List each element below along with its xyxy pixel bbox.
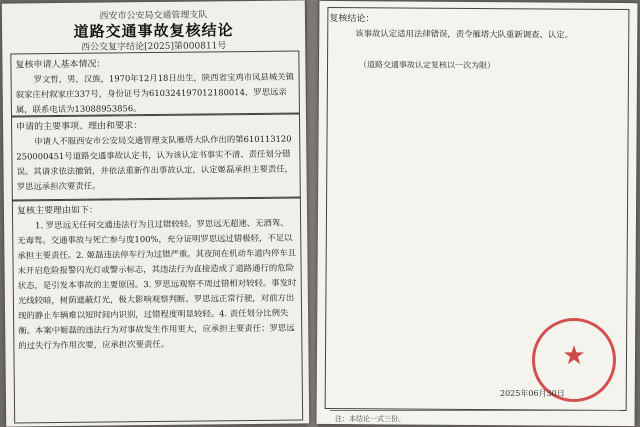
reason-section bbox=[11, 112, 301, 201]
conclusion-label: 复核结论： bbox=[329, 13, 375, 25]
findings-section bbox=[12, 196, 303, 423]
applicant-section bbox=[10, 50, 300, 117]
reason-label: 申请的主要事项、理由和要求： bbox=[16, 121, 143, 133]
issue-date: 2025年06月30日 bbox=[500, 389, 565, 398]
footer-note: 注：本结论一式三份。 bbox=[335, 415, 405, 423]
review-limit-note: （道路交通事故认定复核以一次为限） bbox=[359, 60, 496, 71]
seal-star-icon: ★ bbox=[562, 341, 586, 371]
findings-label: 复核主要理由如下： bbox=[16, 205, 99, 217]
applicant-text: 罗文哲，男，汉族，1970年12月18日出生，陕西省宝鸡市凤县城关镇叙家庄村叙家庄337号，身份证号为610324197012180014，罗思远亲属，联系电话为13088953856。 bbox=[15, 71, 295, 115]
issuing-organization: 西安市公安局交通管理支队 bbox=[99, 10, 208, 22]
review-document-page-1 bbox=[2, 0, 309, 426]
document-number: 西公交复字结论[2025]第000811号 bbox=[81, 41, 227, 53]
footer-divider bbox=[330, 410, 620, 411]
applicant-label: 复核申请人基本情况： bbox=[15, 59, 106, 71]
conclusion-text: 该事故认定适用法律错误，责令雁塔大队重新调查、认定。 bbox=[355, 28, 574, 40]
document-title: 道路交通事故复核结论 bbox=[73, 21, 234, 41]
findings-text: 1. 罗思远无任何交通违法行为且过错较轻。罗思远无超速、无酒驾、无毒驾。交通事故与死亡参与度100%，充分证明罗思远过错极轻，不足以承担主要责任。2. 姬磊违法停车行为过错严重。其夜间在机动车道内停车且未开启危险报警闪光灯或警示标志，其违法行为直接造成了道路通行的危险状态，是引发本事故的主要原因。3. 罗思远观察不周过错相对较轻。事发时光线较暗，树荫遮蔽灯光，极大影响观察判断。罗思远正常行驶，对前方出现的静止车辆难以短时间内识别，过错程度明显较轻。4. 责任划分比例失衡。本案中姬磊的违法行为对事故发生作用更大，应承担主要责任；罗思远的过失行为作用次要，应承担次要责任。 bbox=[17, 217, 297, 351]
reason-text: 申请人不服西安市公安局交通管理支队雁塔大队作出的第610113120250000451号道路交通事故认定书，认为该认定书事实不清、责任划分错误。其请求依法撤销，并依法重新作出事故认定，认定姬磊承担主要责任，罗思远承担次要责任。 bbox=[16, 133, 293, 192]
